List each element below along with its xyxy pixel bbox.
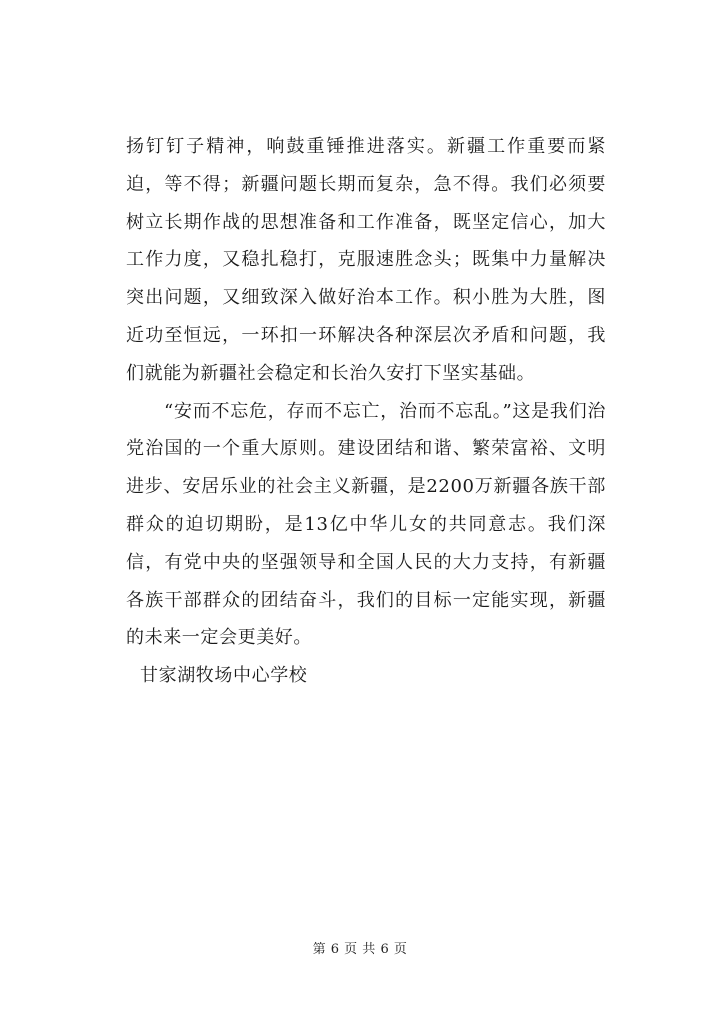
signature-line: 甘家湖牧场中心学校 bbox=[140, 665, 308, 687]
paragraph-1: 扬钉钉子精神，响鼓重锤推进落实。新疆工作重要而紧迫，等不得；新疆问题长期而复杂，急不得。我们必须要树立长期作战的思想准备和工作准备，既坚定信心，加大工作力度，又稳扎稳打，克服速胜念头；既集中力量解决突出问题，又细致深入做好治本工作。积小胜为大胜，图近功至恒远，一环扣一环解决各种深层次矛盾和问题，我们就能为新疆社会稳定和长治久安打下坚实基础。 bbox=[126, 136, 606, 384]
page-indicator: 第 6 页 共 6 页 bbox=[312, 942, 408, 957]
page-footer bbox=[0, 938, 720, 957]
document-body bbox=[126, 128, 606, 695]
paragraph-2: “安而不忘危，存而不忘亡，治而不忘乱。”这是我们治党治国的一个重大原则。建设团结和谐、繁荣富裕、文明进步、安居乐业的社会主义新疆，是2200万新疆各族干部群众的迫切期盼，是13亿中华儿女的共同意志。我们深信，有党中央的坚强领导和全国人民的大力支持，有新疆各族干部群众的团结奋斗，我们的目标一定能实现，新疆的未来一定会更美好。 bbox=[126, 400, 606, 649]
